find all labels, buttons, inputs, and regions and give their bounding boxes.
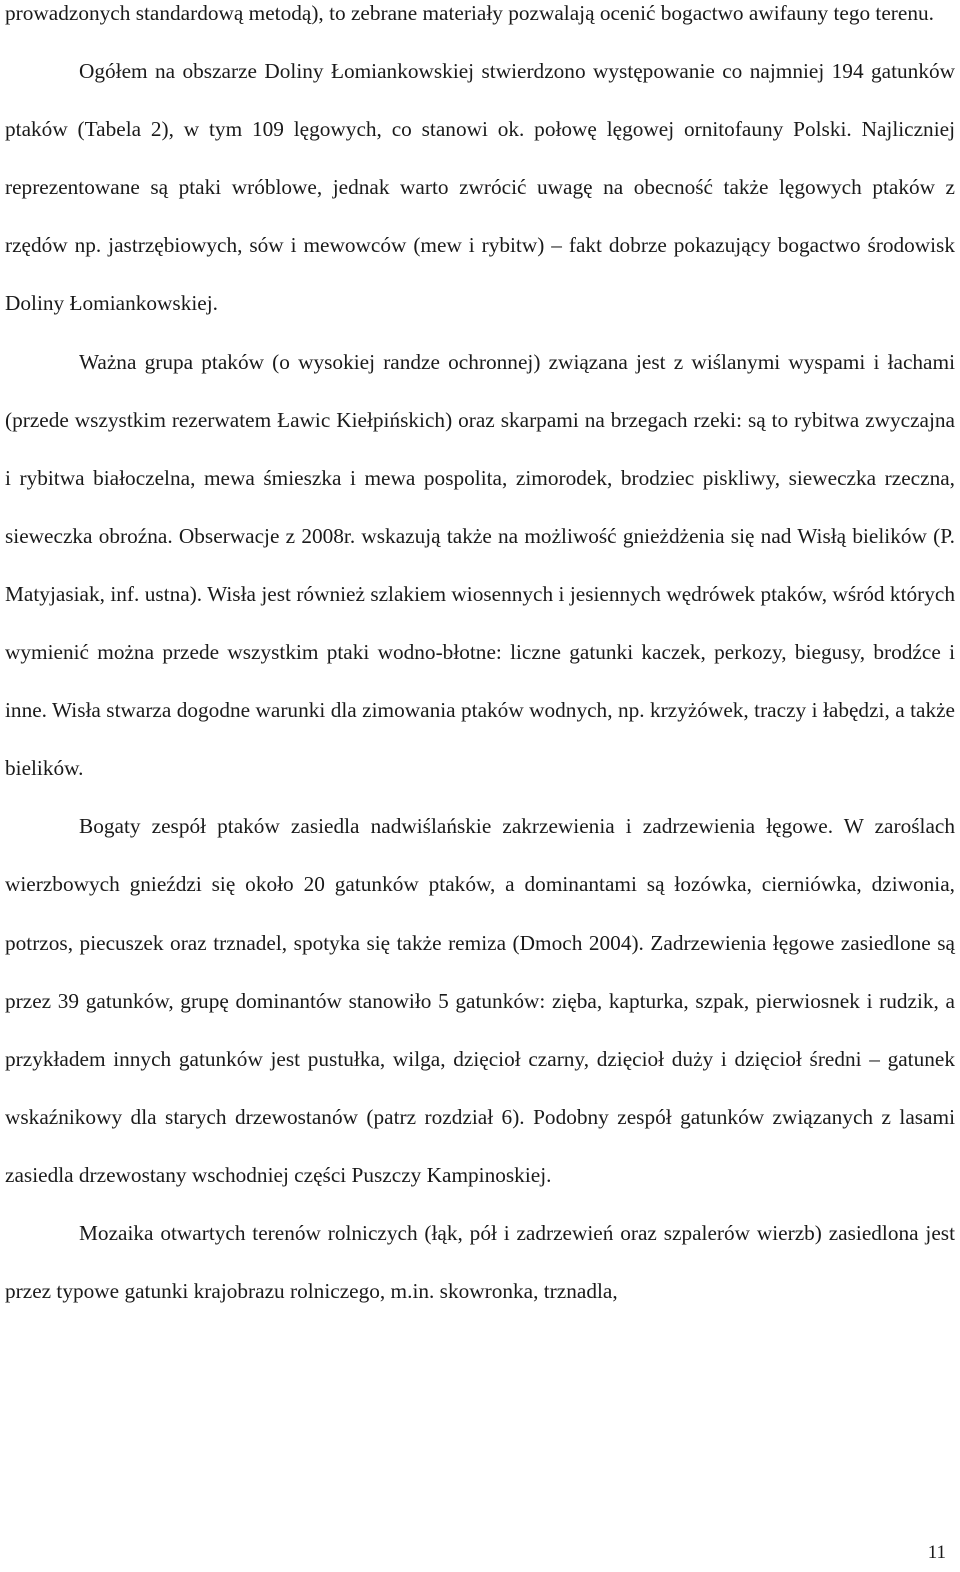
- paragraph-farmland-mosaic: Mozaika otwartych terenów rolniczych (łąk, pół i zadrzewień oraz szpalerów wierzb) zasiedlona jest przez typowe gatunki krajobrazu rolniczego, m.in. skowronka, trznadla,: [5, 1220, 955, 1304]
- document-page: [5, 0, 955, 1320]
- paragraph-continuation: prowadzonych standardową metodą), to zebrane materiały pozwalają ocenić bogactwo awifauny tego terenu.: [5, 1, 934, 25]
- paragraph-riparian-woods: Bogaty zespół ptaków zasiedla nadwiślańskie zakrzewienia i zadrzewienia łęgowe. W zaroślach wierzbowych gnieździ się około 20 gatunków ptaków, a dominantami są łozówka, cierniówka, dziwonia, potrzos, piecuszek oraz trznadel, spotyka się także remiza (Dmoch 2004). Zadrzewienia łęgowe zasiedlone są przez 39 gatunków, grupę dominantów stanowiło 5 gatunków: zięba, kapturka, szpak, pierwiosnek i rudzik, a przykładem innych gatunków jest pustułka, wilga, dzięcioł czarny, dzięcioł duży i dzięcioł średni – gatunek wskaźnikowy dla starych drzewostanów (patrz rozdział 6). Podobny zespół gatunków związanych z lasami zasiedla drzewostany wschodniej części Puszczy Kampinoskiej.: [5, 814, 955, 1187]
- page-number: 11: [927, 1542, 946, 1563]
- paragraph-vistula-birds: Ważna grupa ptaków (o wysokiej randze ochronnej) związana jest z wiślanymi wyspami i łachami (przede wszystkim rezerwatem Ławic Kiełpińskich) oraz skarpami na brzegach rzeki: są to rybitwa zwyczajna i rybitwa białoczelna, mewa śmieszka i mewa pospolita, zimorodek, brodziec piskliwy, sieweczka rzeczna, sieweczka obroźna. Obserwacje z 2008r. wskazują także na możliwość gnieżdżenia się nad Wisłą bielików (P. Matyjasiak, inf. ustna). Wisła jest również szlakiem wiosennych i jesiennych wędrówek ptaków, wśród których wymienić można przede wszystkim ptaki wodno-błotne: liczne gatunki kaczek, perkozy, biegusy, brodźce i inne. Wisła stwarza dogodne warunki dla zimowania ptaków wodnych, np. krzyżówek, traczy i łabędzi, a także bielików.: [5, 349, 955, 781]
- paragraph-species-count: Ogółem na obszarze Doliny Łomiankowskiej stwierdzono występowanie co najmniej 194 gatunków ptaków (Tabela 2), w tym 109 lęgowych, co stanowi ok. połowę lęgowej ornitofauny Polski. Najliczniej reprezentowane są ptaki wróblowe, jednak warto zwrócić uwagę na obecność także lęgowych ptaków z rzędów np. jastrzębiowych, sów i mewowców (mew i rybitw) – fakt dobrze pokazujący bogactwo środowisk Doliny Łomiankowskiej.: [5, 59, 955, 316]
